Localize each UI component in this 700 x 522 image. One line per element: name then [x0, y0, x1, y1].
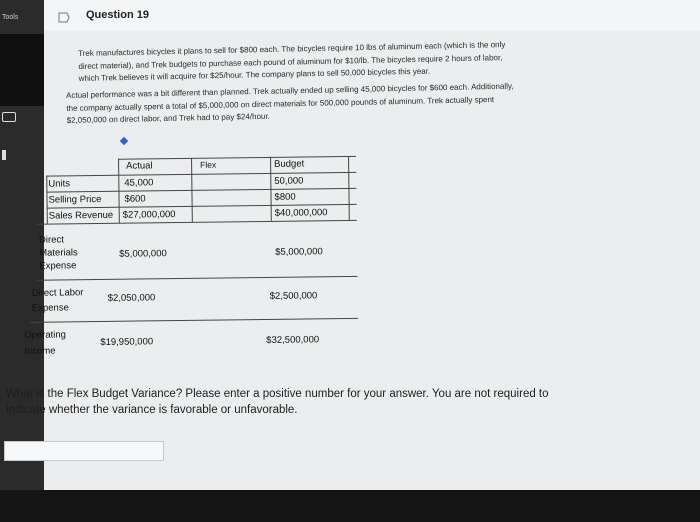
- nav-block: [0, 34, 44, 106]
- col-header-flex: Flex: [200, 159, 217, 170]
- row-label-operating-income: Operating Income: [24, 329, 66, 357]
- units-actual: 45,000: [124, 177, 154, 189]
- scenario-paragraph-1: Trek manufactures bicycles it plans to sell for $800 each. The bicycles require 10 lbs of aluminum each (which is the only direct material), and Trek budgets to purchase each pound of aluminum for $10/lb. The bicycles require 2 hours of labor, which Trek believes it will acquire for $25/hour. The company plans to sell 50,000 bicycles this year.: [78, 40, 506, 83]
- question-title: Question 19: [86, 9, 149, 21]
- direct-labor-actual: $2,050,000: [107, 292, 156, 304]
- operating-income-budget: $32,500,000: [266, 334, 320, 346]
- budget-table: [18, 152, 359, 366]
- row-label-sales-revenue: Sales Revenue: [48, 209, 114, 222]
- answer-input[interactable]: [4, 441, 164, 461]
- col-header-budget: Budget: [274, 158, 305, 170]
- row-label-units: Units: [48, 178, 71, 190]
- flag-icon[interactable]: [58, 12, 70, 23]
- tools-label[interactable]: Tools: [2, 14, 19, 21]
- direct-labor-budget: $2,500,000: [269, 290, 318, 302]
- menu-icon[interactable]: [2, 112, 16, 122]
- direct-materials-actual: $5,000,000: [119, 248, 167, 260]
- direct-materials-budget: $5,000,000: [275, 246, 323, 258]
- col-header-actual: Actual: [126, 160, 153, 172]
- sales-revenue-actual: $27,000,000: [122, 209, 176, 221]
- scenario-paragraph-2: Actual performance was a bit different than planned. Trek actually ended up selling 45,000 bicycles for $600 each. Additionally, the company actually spent a total of $5,000,000 on direct materials for 500,000 pounds of aluminum. Trek actually spent $2,050,000 on direct labor, and Trek had to pay $24/hour.: [66, 81, 514, 125]
- selling-price-budget: $800: [274, 191, 296, 203]
- units-budget: 50,000: [274, 175, 304, 187]
- selling-price-actual: $600: [124, 193, 146, 205]
- question-prompt: What is the Flex Budget Variance? Please enter a positive number for your answer. You are not required to indicate whether the variance is favorable or unfavorable.: [6, 388, 549, 416]
- sales-revenue-budget: $40,000,000: [274, 207, 328, 219]
- row-label-direct-materials: Direct Materials Expense: [38, 234, 78, 272]
- bottom-bezel: [0, 490, 700, 522]
- row-label-direct-labor: Direct Labor Expense: [31, 287, 84, 314]
- bookmark-icon[interactable]: [2, 150, 6, 160]
- row-label-selling-price: Selling Price: [48, 193, 102, 206]
- operating-income-actual: $19,950,000: [100, 336, 154, 349]
